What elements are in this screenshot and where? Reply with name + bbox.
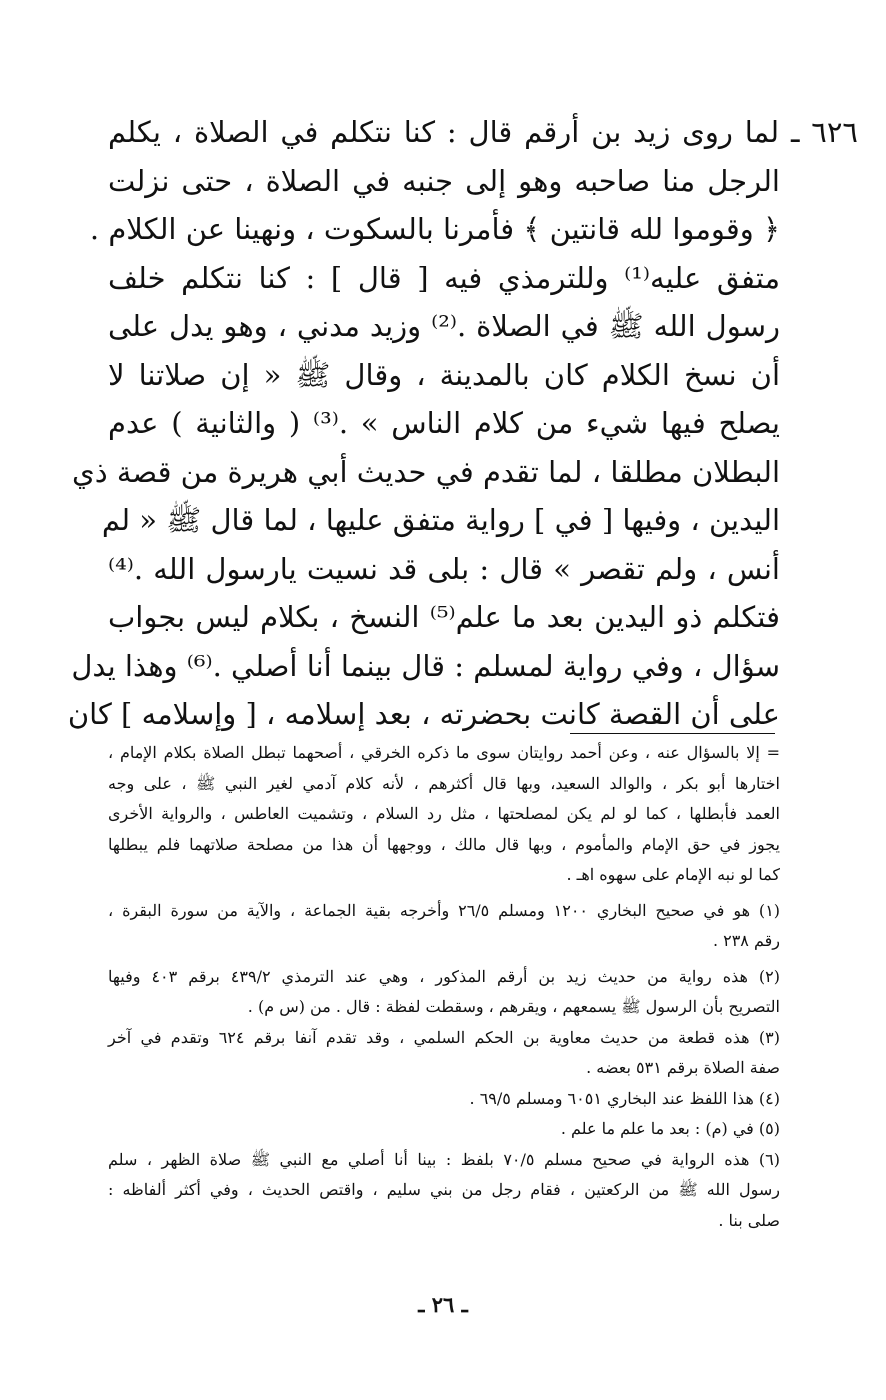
footnote-line: رسول الله ﷺ من الركعتين ، فقام رجل من بني سليم ، واقتص الحديث ، وفي أكثر ألفاظه :	[108, 1180, 780, 1199]
main-text-line: أنس ، ولم تقصر » قال : بلى قد نسيت يارسول الله .⁽⁴⁾	[108, 551, 780, 586]
footnote-line: كما لو نبه الإمام على سهوه اهـ .	[566, 865, 780, 884]
main-text-line: متفق عليه⁽¹⁾ وللترمذي فيه [ قال ] : كنا نتكلم خلف	[108, 260, 780, 295]
footnote-line: صلى بنا .	[718, 1210, 780, 1230]
footnote-2	[108, 962, 780, 1023]
footnote-6	[108, 1145, 780, 1237]
main-text-line: رسول الله ﷺ في الصلاة .⁽²⁾ وزيد مدني ، وهو يدل على	[108, 309, 780, 343]
page-number: ـ ٢٦ ـ	[418, 1292, 468, 1317]
main-text-line: سؤال ، وفي رواية لمسلم : قال بينما أنا أصلي .⁽⁶⁾ وهذا يدل	[71, 648, 780, 683]
footnote-line: العمد فأبطلها ، كما لو لم يكن لمصلحتها ، مثل رد السلام ، وتشميت العاطس ، والرواية الأخرى	[108, 804, 780, 823]
main-text-line: فتكلم ذو اليدين بعد ما علم⁽⁵⁾ النسخ ، بكلام ليس بجواب	[108, 600, 780, 634]
footnote-line: (٢) هذه رواية من حديث زيد بن أرقم المذكور ، وهي عند الترمذي ٤٣٩/٢ برقم ٤٠٣ وفيها	[108, 966, 781, 986]
footnote-3	[108, 1023, 780, 1084]
main-text-line: ﴿ وقوموا لله قانتين ﴾ فأمرنا بالسكوت ، ونهينا عن الكلام .	[89, 212, 780, 246]
footnote-line: (٤) هذا اللفظ عند البخاري ٦٠٥١ ومسلم ٦٩/٥ .	[469, 1088, 780, 1108]
footnote-continuation	[108, 738, 780, 891]
main-text-line: على أن القصة كانت بحضرته ، بعد إسلامه ، [ وإسلامه ] كان	[67, 697, 780, 731]
footnote-line: (١) هو في صحيح البخاري ١٢٠٠ ومسلم ٢٦/٥ وأخرجه بقية الجماعة ، والآية من سورة البقرة ،	[108, 900, 781, 920]
main-text-line: البطلان مطلقا ، لما تقدم في حديث أبي هريرة من قصة ذي	[72, 454, 780, 489]
footnote-line: التصريح بأن الرسول ﷺ يسمعهم ، ويقرهم ، وسقطت لفظة : قال . من (س م) .	[247, 997, 780, 1016]
footnote-line: = إلا بالسؤال عنه ، وعن أحمد روايتان سوى ما ذكره الخرقي ، أصحهما تبطل الصلاة بكلام الإمام ،	[108, 743, 780, 762]
main-text-line: الرجل منا صاحبه وهو إلى جنبه في الصلاة ، حتى نزلت	[108, 163, 780, 198]
footnote-line: (٦) هذه الرواية في صحيح مسلم ٧٠/٥ بلفظ : بينا أنا أصلي مع النبي ﷺ صلاة الظهر ، سلم	[108, 1149, 781, 1169]
footnote-line: (٣) هذه قطعة من حديث معاوية بن الحكم السلمي ، وقد تقدم آنفا برقم ٦٢٤ وتقدم في آخر	[108, 1027, 780, 1047]
footnote-5	[108, 1114, 780, 1145]
footnote-line: اختارها أبو بكر ، والوالد السعيد، وبها قال أكثرهم ، لأنه كلام آدمي لغير النبي ﷺ ، على وجه	[108, 773, 781, 793]
footnote-divider	[570, 733, 775, 734]
footnote-line: (٥) في (م) : بعد ما علم ما علم .	[560, 1119, 780, 1138]
main-text-block	[67, 108, 858, 739]
footnote-4	[108, 1084, 780, 1115]
main-text-line: اليدين ، وفيها [ في ] رواية متفق عليها ، لما قال ﷺ « لم	[101, 503, 780, 537]
main-text-line: أن نسخ الكلام كان بالمدينة ، وقال ﷺ « إن صلاتنا لا	[108, 357, 780, 392]
footnote-line: صفة الصلاة برقم ٥٣١ بعضه .	[586, 1058, 780, 1077]
footnotes-block	[108, 738, 780, 1236]
footnote-1	[108, 896, 780, 957]
footnote-line: يجوز في حق الإمام والمأموم ، وبها قال مالك ، ووجهها أن هذا من مصلحة صلاتهما فلم يبطلها	[108, 834, 780, 854]
main-text-line: يصلح فيها شيء من كلام الناس » .⁽³⁾ ( والثانية ) عدم	[108, 406, 780, 440]
footnote-line: رقم ٢٣٨ .	[712, 931, 780, 950]
main-text-line: ٦٢٦ ـ لما روى زيد بن أرقم قال : كنا نتكلم في الصلاة ، يكلم	[108, 115, 858, 149]
